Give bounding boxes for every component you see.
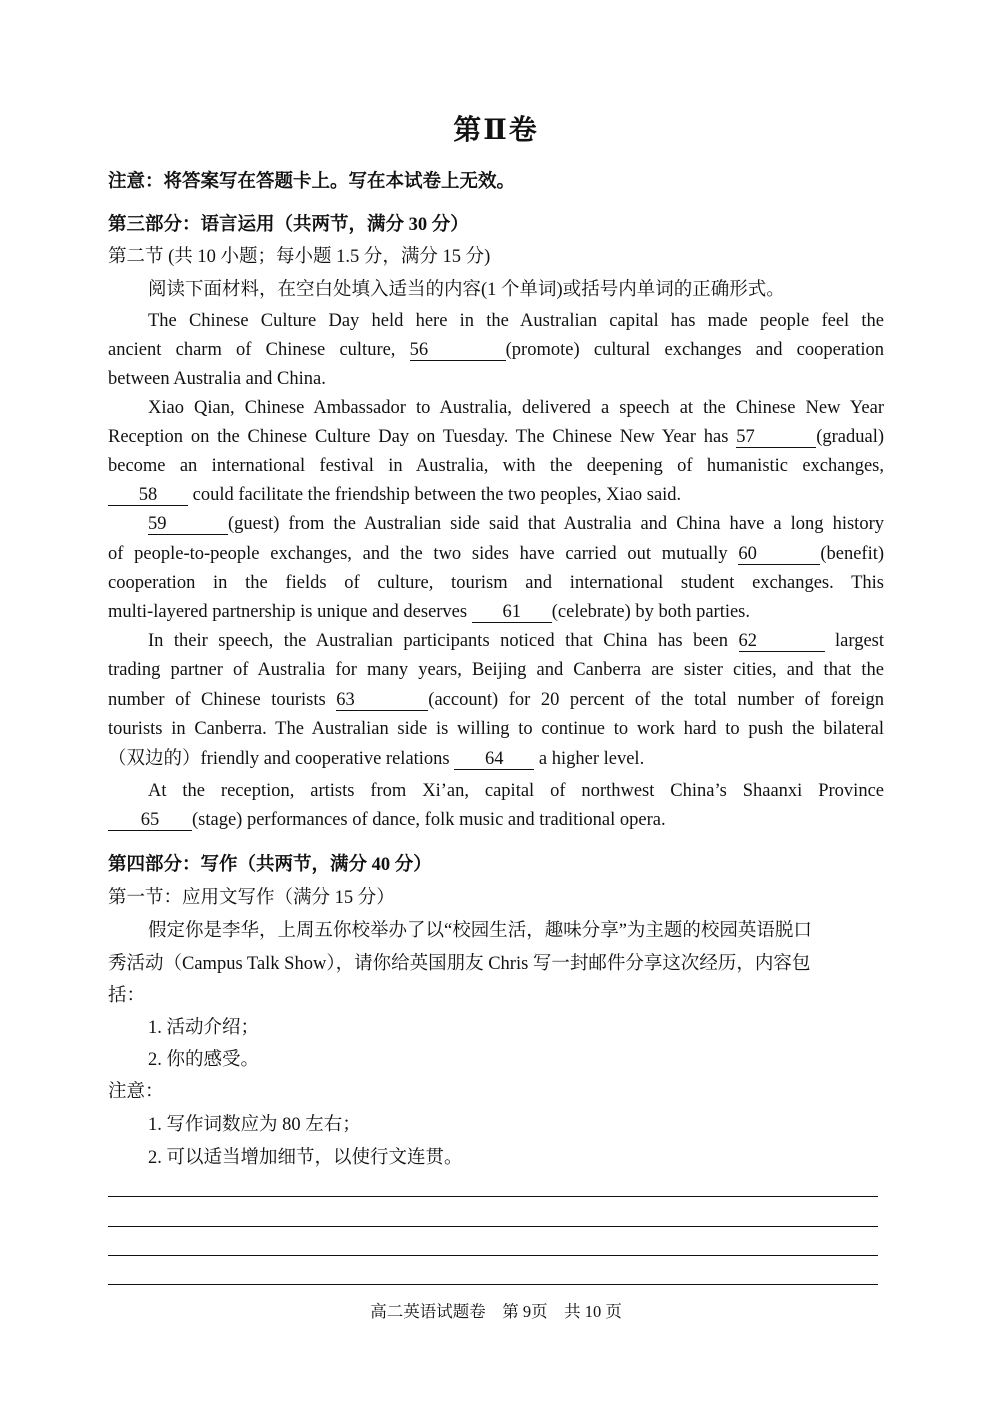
p4-line5-text-b: a higher level.	[538, 749, 645, 769]
p2-line4-text-b: could facilitate the friendship between the two peoples, Xiao said.	[192, 485, 682, 505]
p4-line3-text-b: (account) for 20 percent of the total number of foreign	[428, 690, 885, 710]
p4-line2: trading partner of Australia for many years, Beijing and Canberra are sister cities, and that the	[108, 660, 884, 680]
part4-section-heading: 第一节：应用文写作（满分 15 分）	[108, 888, 395, 908]
p2-line1: Xiao Qian, Chinese Ambassador to Australia, delivered a speech at the Chinese New Year	[148, 398, 884, 418]
p2-line4	[108, 481, 884, 510]
p4-line5-text-a: （双边的）friendly and cooperative relations	[108, 749, 450, 769]
blank-59: 59	[148, 514, 228, 535]
p3-line2-text-a: of people-to-people exchanges, and the two sides have carried out mutually	[108, 544, 728, 564]
p3-line1	[148, 510, 884, 539]
writing-item-1: 1. 活动介绍；	[148, 1018, 260, 1038]
page-footer: 高二英语试题卷 第 9页 共 10 页	[370, 1302, 622, 1321]
p1-line2-text-b: (promote) cultural exchanges and cooperation	[505, 340, 884, 360]
notice: 注意：将答案写在答题卡上。写在本试卷上无效。	[108, 172, 516, 192]
blank-61: 61	[472, 602, 552, 623]
p4-line1	[148, 627, 884, 656]
p5-line2	[108, 806, 884, 835]
part3-heading: 第三部分：语言运用（共两节，满分 30 分）	[108, 215, 469, 235]
p1-line2-text-a: ancient charm of Chinese culture,	[108, 340, 396, 360]
blank-65: 65	[108, 810, 192, 831]
blank-56: 56	[410, 340, 506, 361]
writing-prompt-line2: 秀活动（Campus Talk Show），请你给英国朋友 Chris 写一封邮件分享这次经历，内容包	[108, 954, 811, 974]
writing-item-2: 2. 你的感受。	[148, 1050, 260, 1070]
p2-line2	[108, 423, 884, 452]
answer-line[interactable]	[108, 1226, 878, 1227]
p3-line4	[108, 598, 884, 627]
p3-line1-text-b: (guest) from the Australian side said that Australia and China have a long history	[228, 514, 884, 534]
p3-line2-text-b: (benefit)	[820, 544, 885, 564]
p1-line2	[108, 336, 884, 365]
answer-line[interactable]	[108, 1284, 878, 1285]
p3-line4-text-a: multi-layered partnership is unique and deserves	[108, 602, 468, 622]
p3-line2	[108, 540, 884, 569]
blank-57: 57	[736, 427, 816, 448]
answer-line[interactable]	[108, 1196, 878, 1197]
p3-line4-text-b: (celebrate) by both parties.	[551, 602, 751, 622]
part3-section-heading: 第二节 (共 10 小题；每小题 1.5 分，满分 15 分)	[108, 247, 491, 267]
part3-instruction: 阅读下面材料，在空白处填入适当的内容(1 个单词)或括号内单词的正确形式。	[148, 280, 785, 300]
p2-line3: become an international festival in Australia, with the deepening of humanistic exchanges,	[108, 456, 884, 476]
p5-line2-text-b: (stage) performances of dance, folk music and traditional opera.	[192, 810, 666, 830]
blank-60: 60	[738, 544, 820, 565]
p4-line3-text-a: number of Chinese tourists	[108, 690, 326, 710]
p2-line2-text-a: Reception on the Chinese Culture Day on Tuesday. The Chinese New Year has	[108, 427, 729, 447]
writing-note-2: 2. 可以适当增加细节，以使行文连贯。	[148, 1148, 463, 1168]
part4-heading: 第四部分：写作（共两节，满分 40 分）	[108, 855, 432, 875]
p1-line1: The Chinese Culture Day held here in the Australian capital has made people feel the	[148, 311, 884, 331]
writing-prompt-line3: 括：	[108, 986, 146, 1006]
answer-line[interactable]	[108, 1255, 878, 1256]
p1-line3: between Australia and China.	[108, 369, 326, 389]
p3-line3: cooperation in the fields of culture, tourism and international student exchanges. This	[108, 573, 884, 593]
p4-line1-text-a: In their speech, the Australian participants noticed that China has been	[148, 631, 729, 651]
p4-line1-text-b: largest	[835, 631, 885, 651]
p4-line5	[108, 745, 884, 774]
blank-63: 63	[336, 690, 428, 711]
p2-line2-text-b: (gradual)	[816, 427, 884, 447]
writing-prompt-line1: 假定你是李华，上周五你校举办了以“校园生活，趣味分享”为主题的校园英语脱口	[148, 921, 812, 941]
writing-note-label: 注意：	[108, 1082, 164, 1102]
p5-line1: At the reception, artists from Xi’an, capital of northwest China’s Shaanxi Province	[148, 781, 884, 801]
page-title: 第Ⅱ卷	[453, 115, 539, 146]
blank-62: 62	[739, 631, 825, 652]
blank-58: 58	[108, 485, 188, 506]
writing-note-1: 1. 写作词数应为 80 左右；	[148, 1115, 361, 1135]
p4-line4: tourists in Canberra. The Australian side is willing to continue to work hard to push the bilateral	[108, 719, 884, 739]
p4-line3	[108, 686, 884, 715]
blank-64: 64	[454, 749, 534, 770]
